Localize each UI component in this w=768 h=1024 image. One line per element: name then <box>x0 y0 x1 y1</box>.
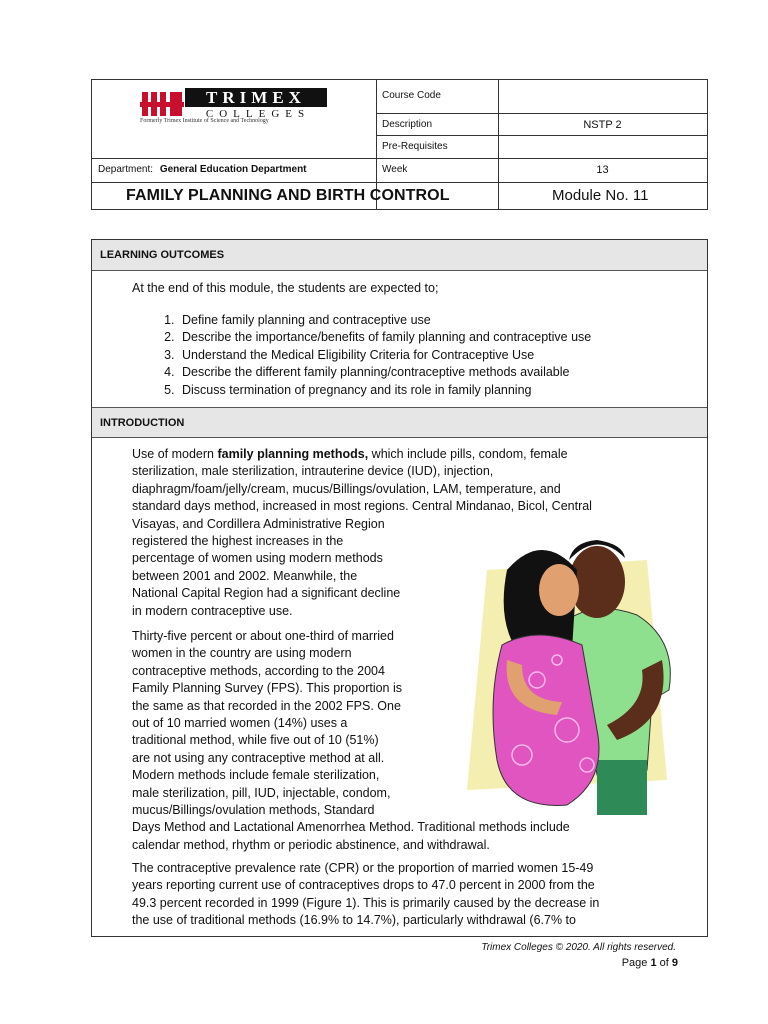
week-label: Week <box>382 164 408 175</box>
p3-line: years reporting current use of contraceptives drops to 47.0 percent in 2000 from the <box>132 878 595 893</box>
p1-line: National Capital Region had a significant decline <box>132 586 401 601</box>
p1-line: diaphragm/foam/jelly/cream, mucus/Billings/ovulation, LAM, temperature, and <box>132 481 561 496</box>
p1-line: in modern contraceptive use. <box>132 603 293 618</box>
page-total: 9 <box>671 957 678 969</box>
p3-line: 49.3 percent recorded in 1999 (Figure 1). This is primarily caused by the decrease in <box>132 895 600 910</box>
couple-illustration <box>447 530 682 820</box>
description-value: NSTP 2 <box>583 119 622 131</box>
module-body <box>91 239 708 937</box>
list-item: 3. Understand the Medical Eligibility Criteria for Contraceptive Use <box>178 347 591 364</box>
p2-line: Family Planning Survey (FPS). This proportion is <box>132 681 403 696</box>
p2-line: male sterilization, pill, IUD, injectable, condom, <box>132 785 391 800</box>
introduction-heading <box>92 407 707 438</box>
module-number: Module No. 11 <box>552 187 649 204</box>
p1-line: percentage of women using modern methods <box>132 551 383 566</box>
p2-line: the same as that recorded in the 2002 FPS. One <box>132 698 401 713</box>
page-current: 1 <box>650 957 657 969</box>
module-title: FAMILY PLANNING AND BIRTH CONTROL <box>126 187 450 204</box>
department-value: General Education Department <box>159 164 307 175</box>
department-row <box>98 164 307 175</box>
list-item: 1. Define family planning and contraceptive use <box>178 312 591 329</box>
page-of: of <box>656 957 672 969</box>
p2-line: Days Method and Lactational Amenorrhea Method. Traditional methods include <box>132 820 570 835</box>
outcomes-intro: At the end of this module, the students are expected to; <box>132 281 439 295</box>
logo-sub: COLLEGES <box>205 108 311 120</box>
p2-line: are not using any contraceptive method at all. <box>132 750 385 765</box>
module-title-row <box>92 182 707 210</box>
p1-lead: Use of modern <box>132 447 218 461</box>
p2-line: Thirty-five percent or about one-third of married <box>132 629 394 643</box>
logo-cell <box>92 80 377 158</box>
week-value: 13 <box>596 164 609 176</box>
p1-line: between 2001 and 2002. Meanwhile, the <box>132 568 358 583</box>
p2-line: Modern methods include female sterilization, <box>132 768 380 783</box>
p2-line: calendar method, rhythm or periodic abstinence, and withdrawal. <box>132 837 490 852</box>
list-item: 4. Describe the different family planning/contraceptive methods available <box>178 364 591 381</box>
footer-page-number <box>622 957 678 969</box>
introduction-heading-text: INTRODUCTION <box>100 417 185 429</box>
p2-line: traditional method, while five out of 10 (51%) <box>132 733 379 748</box>
learning-outcomes-heading-text: LEARNING OUTCOMES <box>100 249 225 261</box>
learning-outcomes-heading <box>92 240 707 271</box>
logo-tagline: Formerly Trimex Institute of Science and Technology <box>140 118 269 124</box>
list-item: 5. Discuss termination of pregnancy and its role in family planning <box>178 382 591 399</box>
logo-name: TRIMEX <box>206 88 306 107</box>
department-label: Department: <box>98 164 154 175</box>
module-header-table <box>91 79 708 210</box>
p2-line: out of 10 married women (14%) uses a <box>132 716 348 731</box>
p3-line: the use of traditional methods (16.9% to 14.7%), particularly withdrawal (6.7% to <box>132 913 576 928</box>
p2-line: mucus/Billings/ovulation methods, Standard <box>132 803 375 818</box>
p2-line: contraceptive methods, according to the 2004 <box>132 663 385 678</box>
outcomes-list <box>132 312 591 399</box>
course-code-label: Course Code <box>382 90 441 101</box>
p1-line: sterilization, male sterilization, intrauterine device (IUD), injection, <box>132 464 494 479</box>
footer-copyright: Trimex Colleges © 2020. All rights reserved. <box>481 942 676 953</box>
intro-paragraph-3 <box>132 860 702 930</box>
p1-line: standard days method, increased in most regions. Central Mindanao, Bicol, Central <box>132 499 592 514</box>
trimex-logo <box>140 86 330 122</box>
p1-line: Visayas, and Cordillera Administrative Region <box>132 516 385 531</box>
list-item: 2. Describe the importance/benefits of family planning and contraceptive use <box>178 329 591 346</box>
prerequisites-label: Pre-Requisites <box>382 141 448 152</box>
p3-line: The contraceptive prevalence rate (CPR) or the proportion of married women 15-49 <box>132 861 594 875</box>
p1-line: which include pills, condom, female <box>368 447 568 461</box>
p1-bold: family planning methods, <box>217 447 369 461</box>
p2-line: women in the country are using modern <box>132 646 352 661</box>
description-label: Description <box>382 119 433 130</box>
p1-line: registered the highest increases in the <box>132 534 344 549</box>
page-prefix: Page <box>621 957 651 969</box>
